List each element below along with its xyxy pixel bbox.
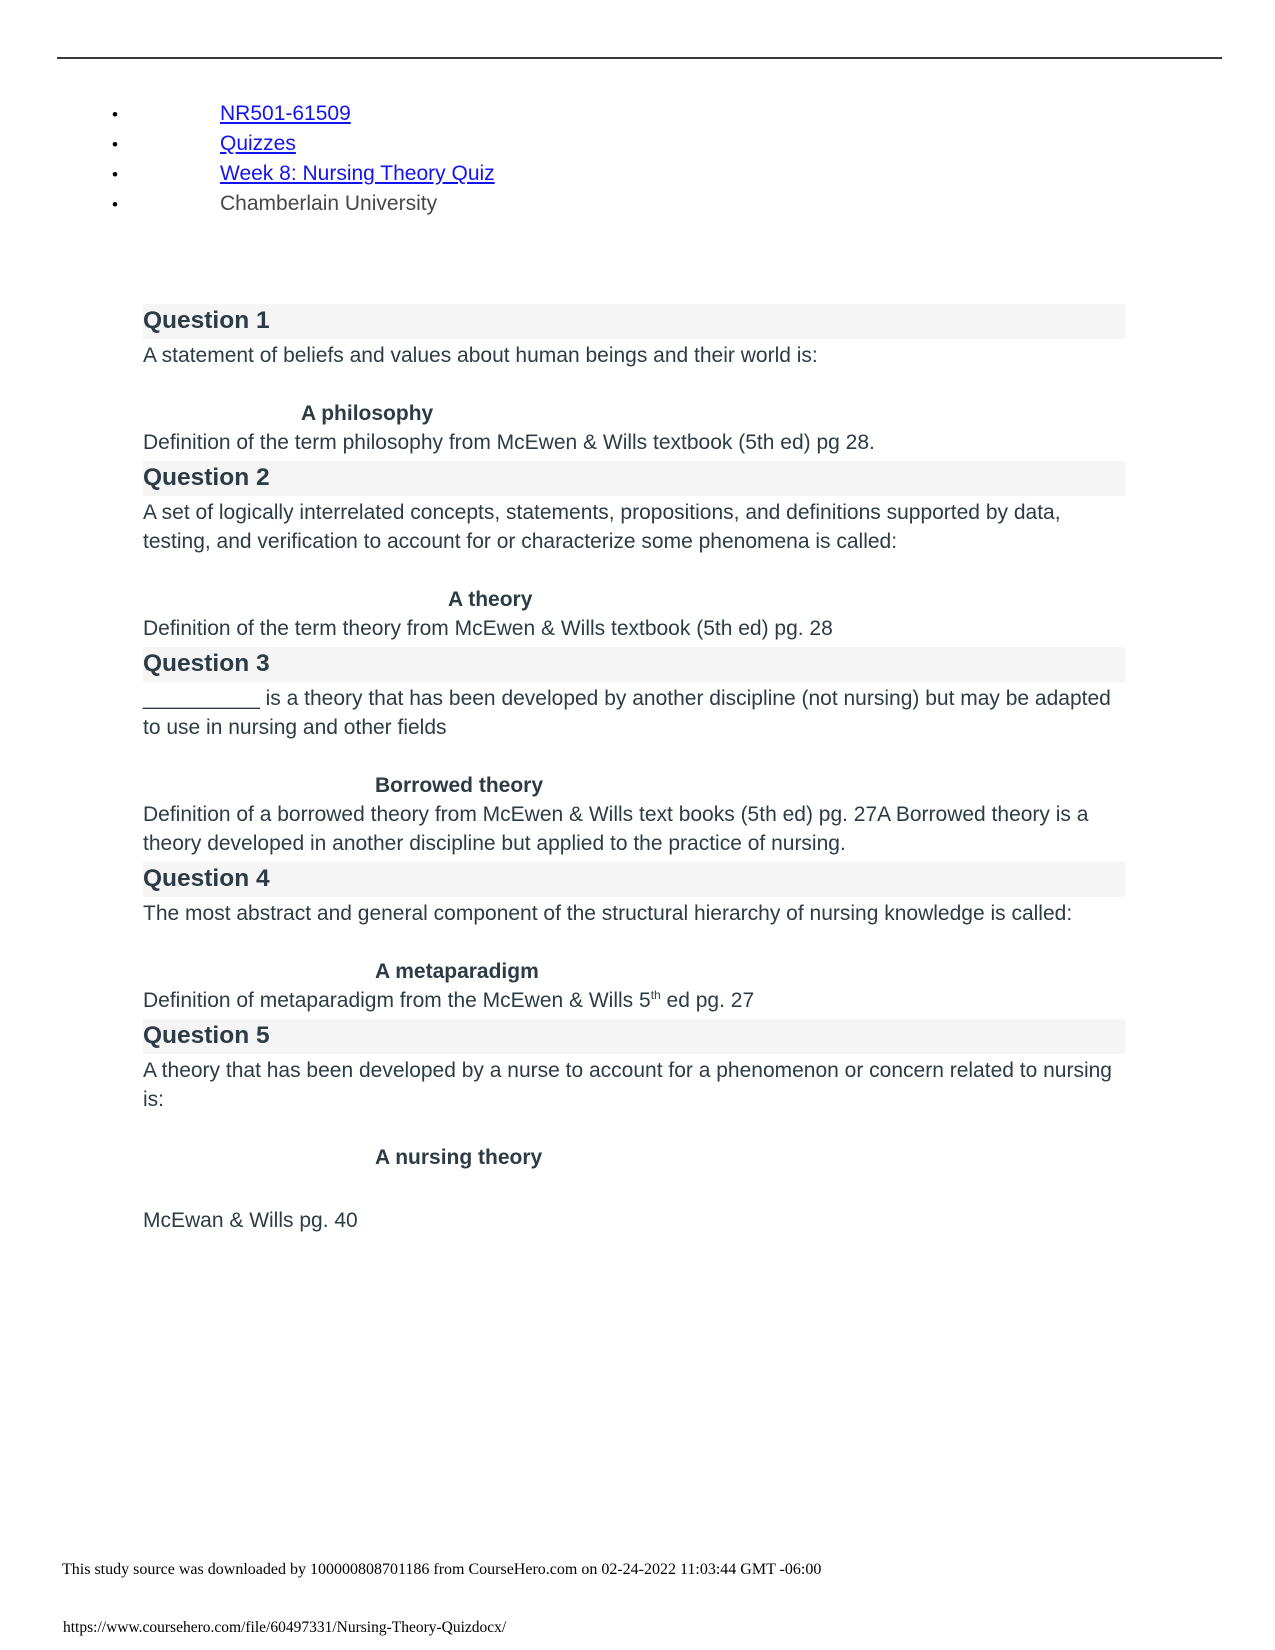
question-section-1 <box>143 304 1125 457</box>
bullet-icon: • <box>112 195 118 214</box>
reference-note: McEwan & Wills pg. 40 <box>143 1209 358 1232</box>
explanation-text <box>143 986 1125 1015</box>
ordinal-superscript: th <box>650 988 661 1002</box>
breadcrumb-item <box>112 189 495 219</box>
question-text: A set of logically interrelated concepts, statements, propositions, and definitions supported by data, testing, and verification to account for or characterize some phenomena is called: <box>143 501 1061 553</box>
explanation-part: ed pg. 27 <box>660 989 755 1012</box>
question-text: A theory that has been developed by a nurse to account for a phenomenon or concern related to nursing is: <box>143 1059 1112 1111</box>
bullet-icon: • <box>112 105 118 124</box>
explanation-text: Definition of the term theory from McEwen & Wills textbook (5th ed) pg. 28 <box>143 617 833 640</box>
question-section-3 <box>143 647 1125 858</box>
breadcrumb-item <box>112 129 495 159</box>
bullet-icon: • <box>112 165 118 184</box>
question-section-4 <box>143 862 1125 1015</box>
explanation-part: Definition of metaparadigm from the McEwen & Wills 5 <box>143 989 651 1012</box>
answer-text: A metaparadigm <box>375 960 539 983</box>
breadcrumb-item <box>112 99 495 129</box>
explanation-text: Definition of a borrowed theory from McEwen & Wills text books (5th ed) pg. 27A Borrowed theory is a theory developed in another discipline but applied to the practice of nursing. <box>143 803 1089 855</box>
explanation-text: Definition of the term philosophy from McEwen & Wills textbook (5th ed) pg 28. <box>143 431 875 454</box>
question-section-2 <box>143 461 1125 643</box>
breadcrumb <box>112 99 495 219</box>
question-heading: Question 4 <box>143 862 1125 897</box>
question-section-5 <box>143 1019 1125 1172</box>
answer-text: A theory <box>448 588 533 611</box>
breadcrumb-text-university: Chamberlain University <box>220 192 438 215</box>
bullet-icon: • <box>112 135 118 154</box>
answer-text: A philosophy <box>301 402 434 425</box>
breadcrumb-item <box>112 159 495 189</box>
breadcrumb-link-quizzes[interactable]: Quizzes <box>220 132 296 155</box>
question-heading: Question 3 <box>143 647 1125 682</box>
answer-text: A nursing theory <box>375 1146 543 1169</box>
question-text: A statement of beliefs and values about human beings and their world is: <box>143 344 818 367</box>
breadcrumb-link-quiz-title[interactable]: Week 8: Nursing Theory Quiz <box>220 162 495 185</box>
header-rule <box>57 57 1222 59</box>
question-heading: Question 2 <box>143 461 1125 496</box>
question-heading: Question 5 <box>143 1019 1125 1054</box>
breadcrumb-link-course[interactable]: NR501-61509 <box>220 102 351 125</box>
document-body <box>143 304 1125 1235</box>
download-attribution: This study source was downloaded by 100000808701186 from CourseHero.com on 02-24-2022 11:03:44 GMT -06:00 <box>62 1561 822 1578</box>
answer-text: Borrowed theory <box>375 774 544 797</box>
source-url: https://www.coursehero.com/file/60497331/Nursing-Theory-Quizdocx/ <box>63 1619 507 1636</box>
question-text: The most abstract and general component of the structural hierarchy of nursing knowledge is called: <box>143 902 1073 925</box>
question-text: __________ is a theory that has been developed by another discipline (not nursing) but may be adapted to use in nursing and other fields <box>143 687 1111 739</box>
question-heading: Question 1 <box>143 304 1125 339</box>
